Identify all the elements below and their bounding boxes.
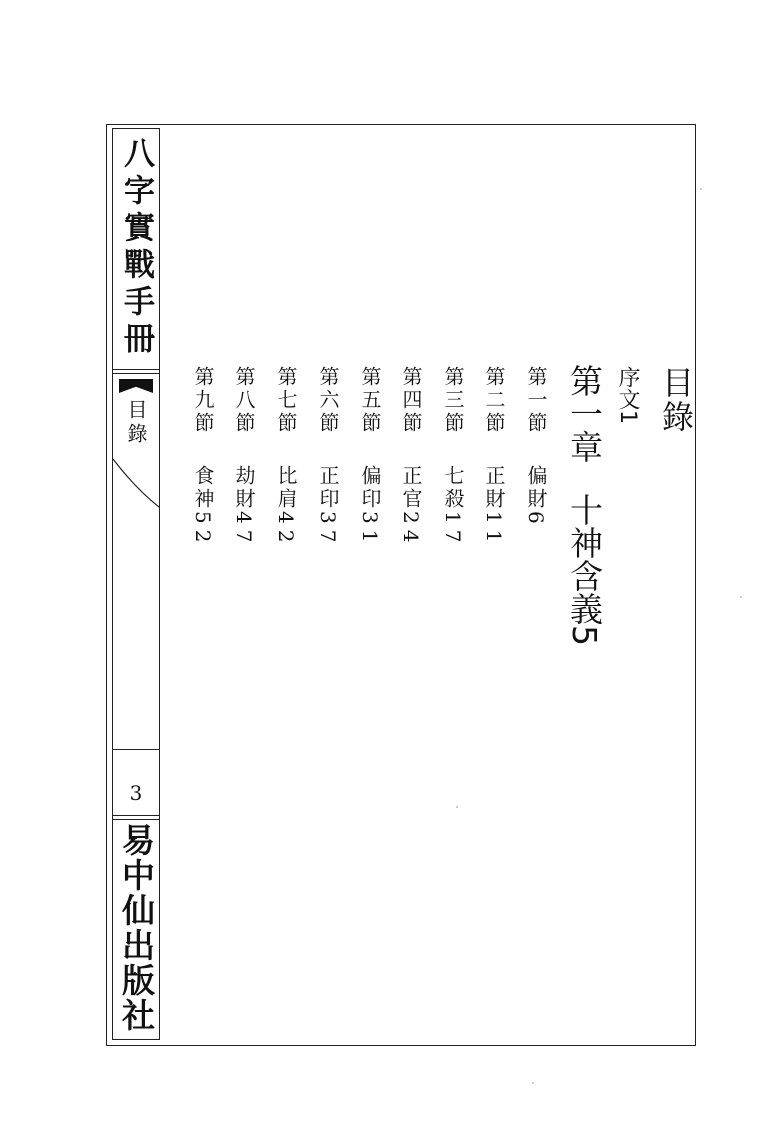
section-title: 劫財 [232,465,256,511]
section-title: 偏印 [358,465,382,511]
toc-section-entry [314,366,343,548]
toc-section-entry [189,366,218,548]
scan-speck [740,596,742,598]
section-page: 52 [191,511,215,549]
toc-preface-entry: 序文1 [615,366,640,424]
section-label: 第二節 [482,366,506,435]
section-label: 第三節 [441,366,465,435]
scan-speck [456,806,458,808]
chapter-page: 5 [565,625,604,646]
section-label: 第五節 [358,366,382,435]
divider [113,369,159,370]
toc-section-entry [272,366,301,548]
toc-section-entry [356,366,385,548]
curve-divider [113,459,159,509]
section-title: 偏財 [524,465,548,511]
toc-chapter-entry [561,364,608,646]
page-number: 3 [129,781,143,805]
section-label: 第九節 [191,366,215,435]
scan-speck [700,188,702,190]
section-title: 正財 [482,465,506,511]
divider [113,373,159,374]
section-label: 第四節 [399,366,423,435]
section-page: 6 [524,511,548,530]
section-page: 47 [232,511,256,549]
scan-speck [532,1082,534,1084]
section-page: 31 [358,511,382,549]
section-page: 24 [399,511,423,549]
section-label: 第六節 [316,366,340,435]
section-page: 42 [274,511,298,549]
section-title: 正印 [316,465,340,511]
section-label: 第七節 [274,366,298,435]
section-title: 七殺 [441,465,465,511]
publisher-name: 易中仙出版社 [117,823,156,1033]
section-page: 17 [441,511,465,549]
section-page: 11 [482,511,506,549]
toc-section-entry [480,366,509,548]
chapter-title: 十神含義 [565,493,604,625]
section-title: 比肩 [274,465,298,511]
toc-section-entry [522,366,551,530]
toc-section-entry [439,366,468,548]
toc-section-entry [230,366,259,548]
book-title: 八字實戰手冊 [118,137,154,359]
chapter-label: 第一章 [565,364,604,463]
section-title: 正官 [399,465,423,511]
spine-panel [112,128,160,1040]
section-label: 第八節 [232,366,256,435]
toc-heading: 目錄 [657,366,695,434]
toc-section-entry [397,366,426,548]
divider [113,749,159,750]
section-label: 第一節 [524,366,548,435]
bookmark-icon [119,379,153,393]
section-title: 食神 [191,465,215,511]
divider [113,815,159,816]
section-page: 37 [316,511,340,549]
section-name: 目錄 [124,399,148,447]
divider [113,819,159,820]
